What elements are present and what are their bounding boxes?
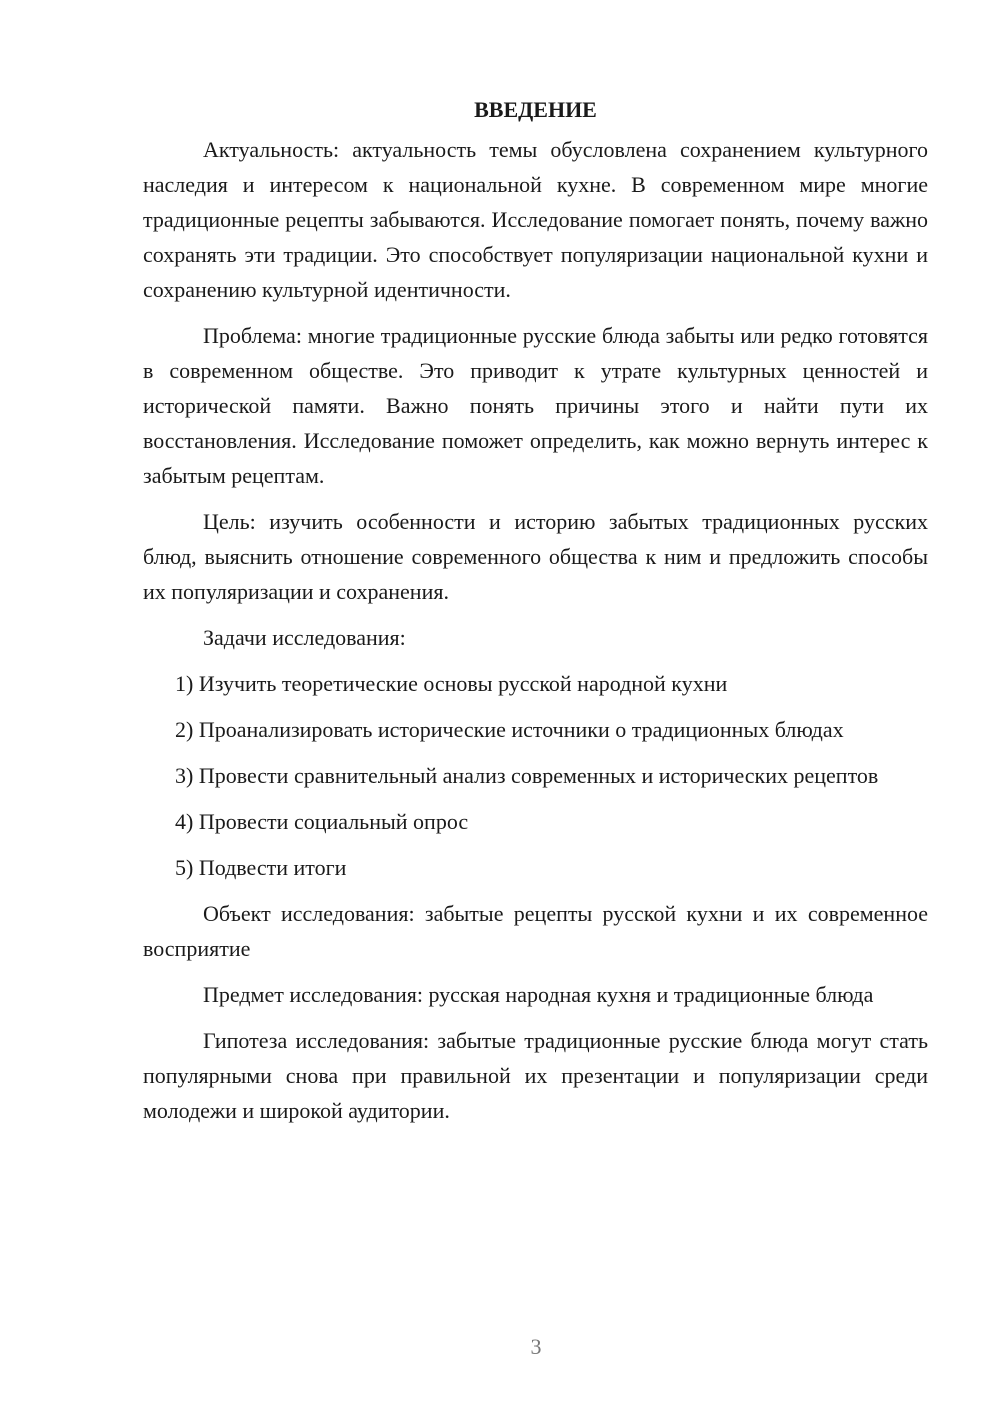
paragraph-subject: Предмет исследования: русская народная кухня и традиционные блюда [203,982,874,1007]
paragraph-relevance: Актуальность: актуальность темы обусловлена сохранением культурного наследия и интересом к национальной кухне. В современном мире многие традиционные рецепты забываются. Исследование помогает понять, почему важно сохранять эти традиции. Это способствует популяризации национальной кухни и сохранению культурной идентичности. [143,137,928,302]
task-item-4: 4) Провести социальный опрос [175,809,469,834]
task-item-1: 1) Изучить теоретические основы русской народной кухни [175,671,728,696]
task-item-3: 3) Провести сравнительный анализ современных и исторических рецептов [175,763,879,788]
paragraph-hypothesis: Гипотеза исследования: забытые традиционные русские блюда могут стать популярными снова при правильной их презентации и популяризации среди молодежи и широкой аудитории. [143,1028,928,1123]
task-item-5: 5) Подвести итоги [175,855,347,880]
page-number: 3 [530,1334,542,1359]
tasks-heading: Задачи исследования: [203,625,406,650]
page-title: ВВЕДЕНИЕ [474,97,597,122]
task-item-2: 2) Проанализировать исторические источники о традиционных блюдах [175,717,844,742]
paragraph-goal: Цель: изучить особенности и историю забытых традиционных русских блюд, выяснить отношение современного общества к ним и предложить способы их популяризации и сохранения. [143,509,928,604]
page-content [143,92,928,1139]
paragraph-object: Объект исследования: забытые рецепты русской кухни и их современное восприятие [143,901,928,961]
paragraph-problem: Проблема: многие традиционные русские блюда забыты или редко готовятся в современном обществе. Это приводит к утрате культурных ценностей и исторической памяти. Важно понять причины этого и найти пути их восстановления. Исследование поможет определить, как можно вернуть интерес к забытым рецептам. [143,323,928,488]
